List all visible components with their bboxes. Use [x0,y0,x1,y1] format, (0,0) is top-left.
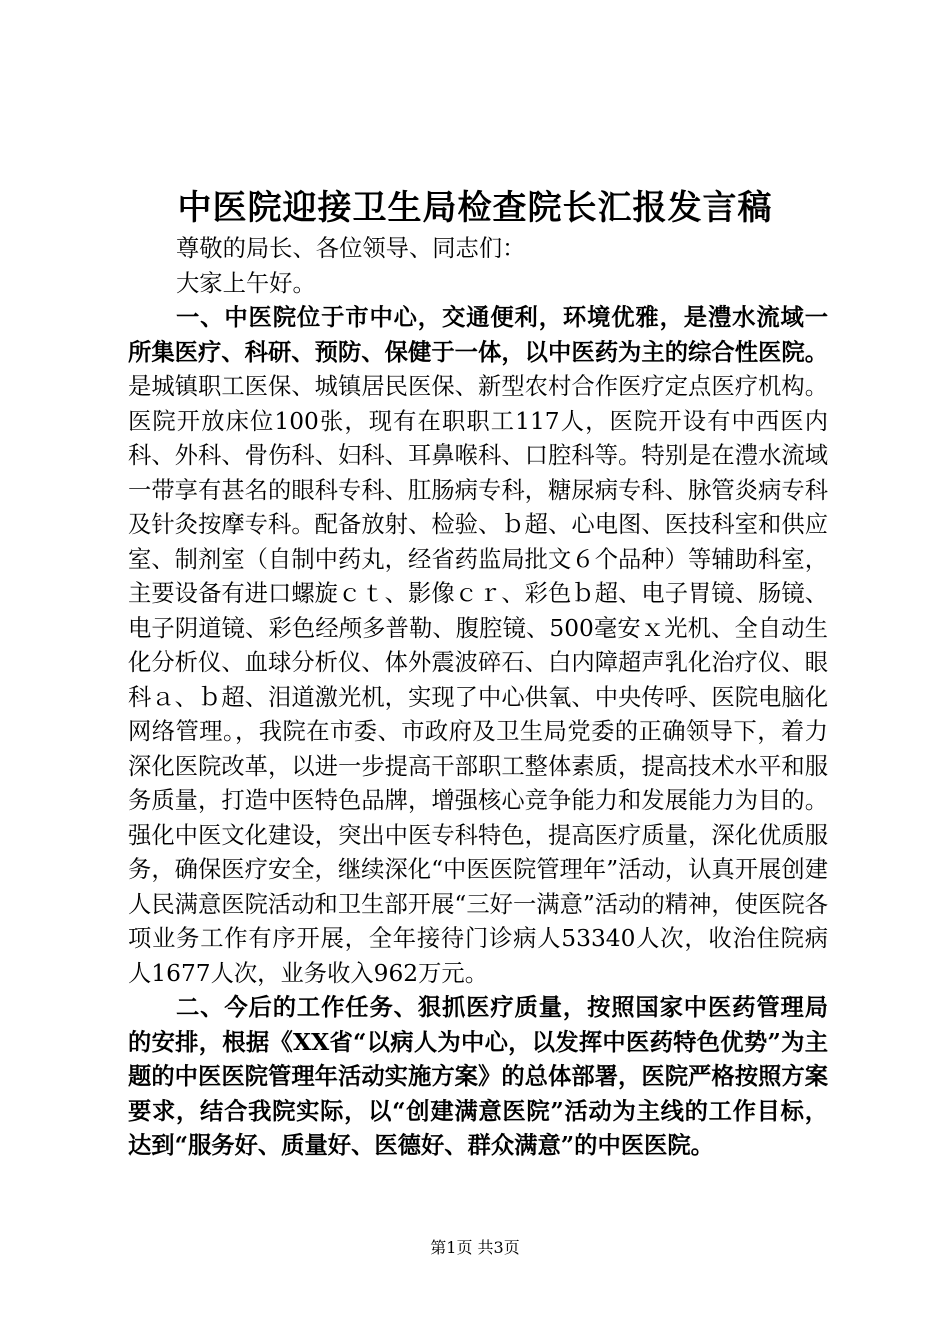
document-title: 中医院迎接卫生局检查院长汇报发言稿 [177,188,773,228]
paragraph-1 [128,301,828,991]
paragraph-1-lead: 一、中医院位于市中心，交通便利，环境优雅，是澧水流域一所集医疗、科研、预防、保健于一体，以中医药为主的综合性医院。 [128,304,828,366]
paragraph-1-body: 是城镇职工医保、城镇居民医保、新型农村合作医疗定点医疗机构。医院开放床位100张，现有在职职工117人，医院开设有中西医内科、外科、骨伤科、妇科、耳鼻喉科、口腔科等。特别是在澧水流域一带享有甚名的眼科专科、肛肠病专科，糖尿病专科、脉管炎病专科及针灸按摩专科。配备放射、检验、ｂ超、心电图、医技科室和供应室、制剂室（自制中药丸，经省药监局批文６个品种）等辅助科室，主要设备有进口螺旋ｃｔ、影像ｃｒ、彩色ｂ超、电子胃镜、肠镜、电子阴道镜、彩色经颅多普勒、腹腔镜、500毫安ｘ光机、全自动生化分析仪、血球分析仪、体外震波碎石、白内障超声乳化治疗仪、眼科ａ、ｂ超、泪道激光机，实现了中心供氧、中央传呼、医院电脑化网络管理。，我院在市委、市政府及卫生局党委的正确领导下，着力深化医院改革，以进一步提高干部职工整体素质，提高技术水平和服务质量，打造中医特色品牌，增强核心竞争能力和发展能力为目的。强化中医文化建设，突出中医专科特色，提高医疗质量，深化优质服务，确保医疗安全，继续深化“中医医院管理年”活动，认真开展创建人民满意医院活动和卫生部开展“三好一满意”活动的精神，使医院各项业务工作有序开展，全年接待门诊病人53340人次，收治住院病人1677人次，业务收入962万元。 [128,373,828,987]
greeting: 大家上午好。 [176,269,316,297]
document-body [128,232,828,1164]
page-number: 第1页 共3页 [430,1238,520,1257]
paragraph-2: 二、今后的工作任务、狠抓医疗质量，按照国家中医药管理局的安排，根据《XX省“以病人为中心，以发挥中医药特色优势”为主题的中医医院管理年活动实施方案》的总体部署，医院严格按照方案要求，结合我院实际，以“创建满意医院”活动为主线的工作目标，达到“服务好、质量好、医德好、群众满意”的中医医院。 [128,994,828,1159]
salutation: 尊敬的局长、各位领导、同志们： [176,235,526,262]
